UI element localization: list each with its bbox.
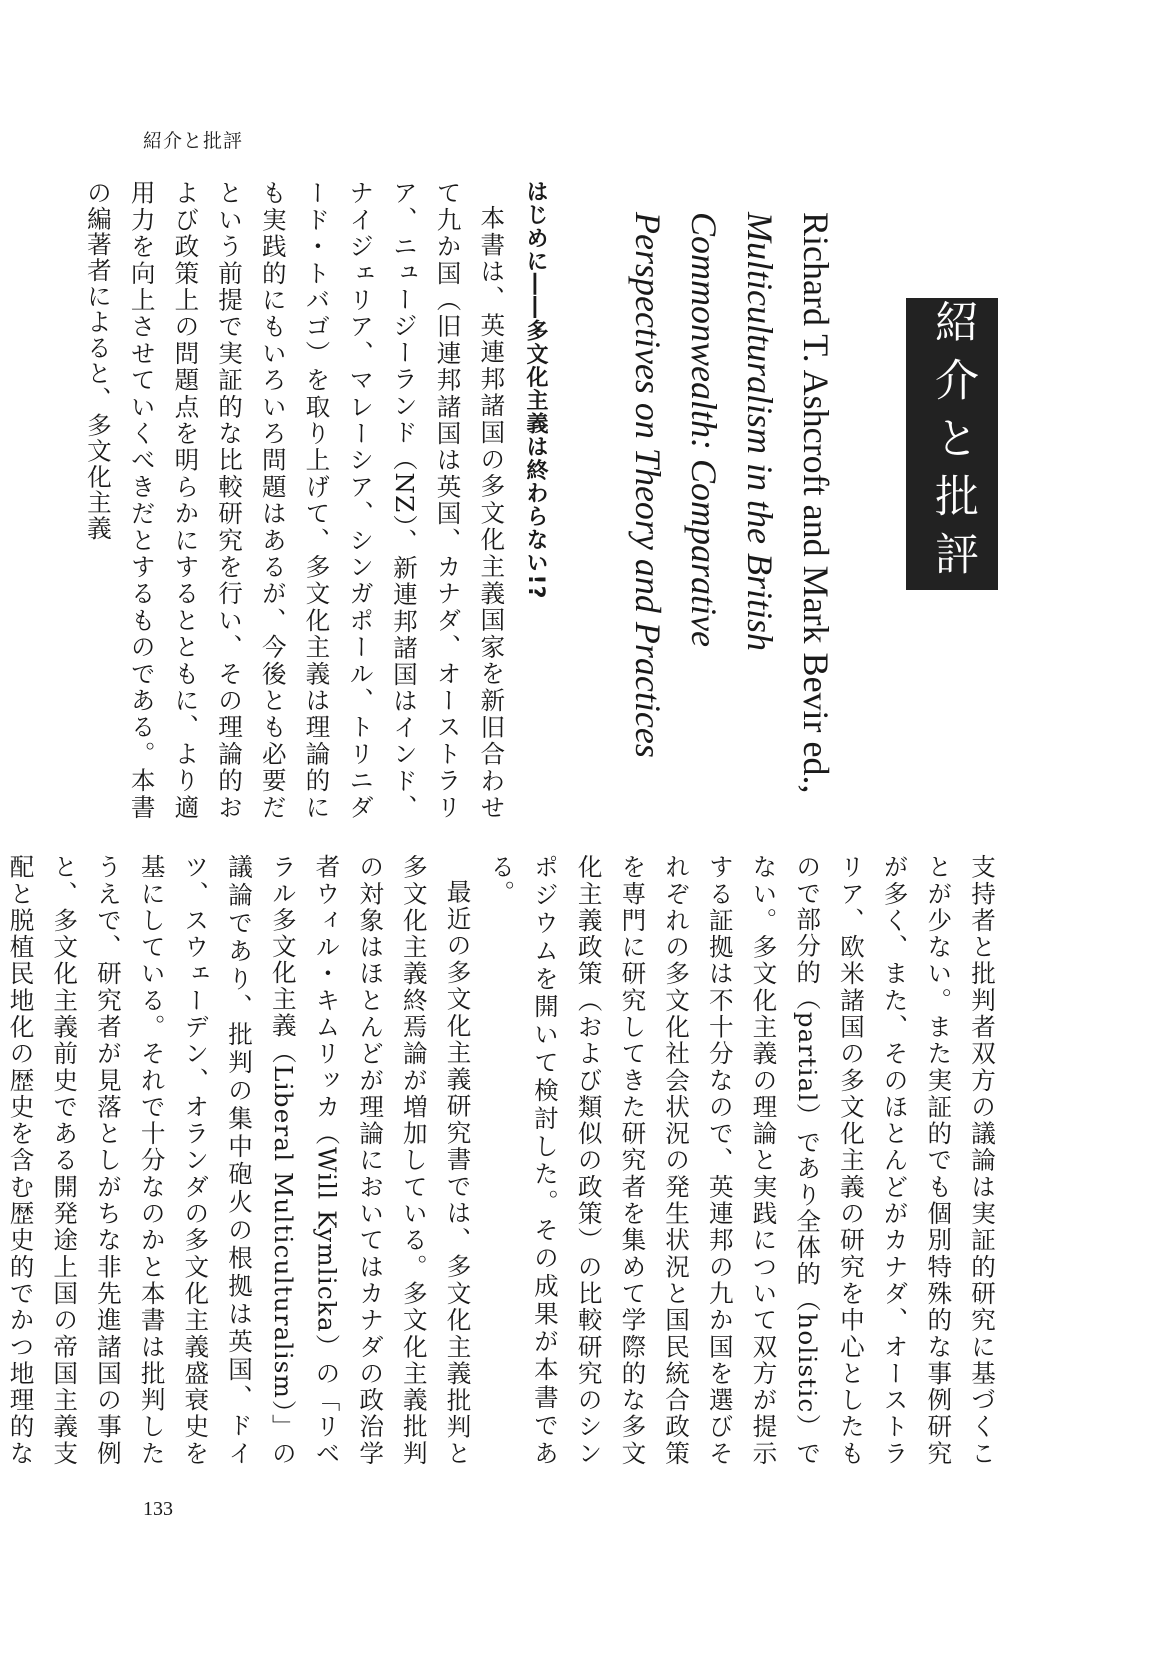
page-number: 133 (143, 1498, 173, 1520)
section-badge: 紹介と批評 (906, 298, 998, 590)
book-authors: Richard T. Ashcroft and Mark Bevir ed., (796, 212, 836, 794)
book-heading (620, 212, 844, 812)
running-head: 紹介と批評 (143, 130, 244, 152)
section-subheading: はじめに――多文化主義は終わらない!? (523, 180, 548, 600)
paragraph-1: 本書は、英連邦諸国の多文化主義国家を新旧合わせて九か国（旧連邦諸国は英国、カナダ、オーストラリア、ニュージーランド（NZ）、新連邦諸国はインド、ナイジェリア、マレーシア、シンガポール、トリニダード・トバゴ）を取り上げて、多文化主義は理論的にも実践的にもいろいろ問題はあるが、今後とも必要だという前提で実証的な比較研究を行い、その理論的および政策上の問題点を明らかにするとともに、より適用力を向上させていくべきだとするものである。本書の編著者によると、多文化主義 (83, 180, 507, 820)
book-title: Multiculturalism in the British Commonwealth: Comparative Perspectives on Theory and Practices (628, 212, 780, 758)
paragraph-2: 最近の多文化主義研究書では、多文化主義批判と多文化主義終焉論が増加している。多文化主義批判の対象はほとんどが理論においてはカナダの政治学者ウィル・キムリッカ（Will Kymlicka）の「リベラル多文化主義（Liberal Multiculturalism）」の議論であり、批判の集中砲火の根拠は英国、ドイツ、スウェーデン、オランダの多文化主義盛衰史を基にしている。それで十分なのかと本書は批判したうえで、研究者が見落としがちな非先進諸国の事例と、多文化主義前史である開発途上国の帝国主義支配と脱植民地化の歴史を含む歴史的でかつ地理的な (6, 854, 473, 1466)
article-body-upper (76, 180, 557, 820)
paragraph-1-continued: 支持者と批判者双方の議論は実証的研究に基づくことが少ない。また実証的でも個別特殊的な事例研究が多く、また、そのほとんどがカナダ、オーストラリア、欧米諸国の多文化主義の研究を中心としたもので部分的（partial）であり全体的（holistic）でない。多文化主義の理論と実践について双方が提示する証拠は不十分なので、英連邦の九か国を選びそれぞれの多文化社会状況の発生状況と国民統合政策を専門に研究してきた研究者を集めて学際的な多文化主義政策（および類似の政策）の比較研究のシンポジウムを開いて検討した。その成果が本書である。 (487, 854, 997, 1466)
article-body-lower (0, 854, 1004, 1466)
